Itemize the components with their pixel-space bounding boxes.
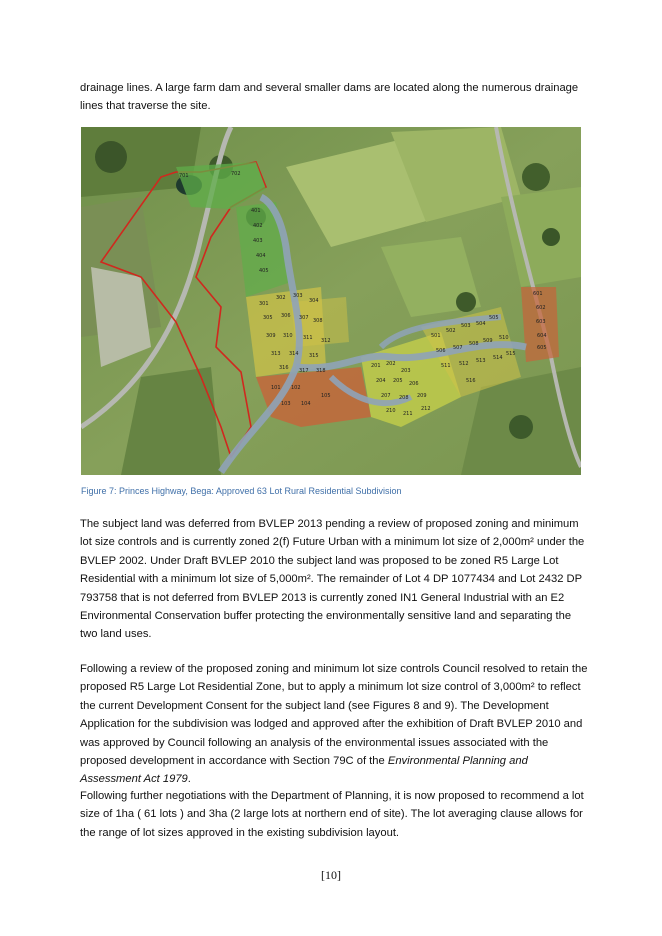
lot-label: 502 (446, 328, 456, 334)
lot-label: 208 (399, 395, 409, 401)
lot-label: 509 (483, 338, 493, 344)
lot-label: 103 (281, 401, 291, 407)
lot-label: 602 (536, 305, 546, 311)
lot-label: 511 (441, 363, 451, 369)
lot-label: 314 (289, 351, 299, 357)
lot-label: 316 (279, 365, 289, 371)
paragraph-review (80, 660, 588, 789)
lot-label: 512 (459, 361, 469, 367)
lot-label: 702 (231, 171, 241, 177)
lot-label: 503 (461, 323, 471, 329)
lot-label: 305 (263, 315, 273, 321)
lot-label: 206 (409, 381, 419, 387)
lot-label: 202 (386, 361, 396, 367)
lot-label: 102 (291, 385, 301, 391)
lot-label: 209 (417, 393, 427, 399)
lot-label: 203 (401, 368, 411, 374)
lot-label: 304 (309, 298, 319, 304)
lot-label: 508 (469, 341, 479, 347)
paragraph-negotiations: Following further negotiations with the Department of Planning, it is now proposed to recommend a lot size of 1ha ( 61 lots ) and 3ha (2 large lots at northern end of site). The lot averaging clause allows for the range of lot sizes approved in the existing subdivision layout. (80, 790, 584, 839)
paragraph-review-text: Following a review of the proposed zoning and minimum lot size controls Council resolved to retain the proposed R5 Large Lot Residential Zone, but to apply a minimum lot size control of 3,000m² to reflect the current Development Consent for the subject land (see Figures 8 and 9). The Development Application for the subdivision was lodged and approved after the exhibition of Draft BVLEP 2010 and was approved by Council following an analysis of the environmental issues associated with the proposed development in accordance with Section 79C of the (80, 663, 588, 768)
lot-label: 318 (316, 368, 326, 374)
paragraph-review-end: . (187, 773, 191, 786)
lot-label: 504 (476, 321, 486, 327)
lot-label: 201 (371, 363, 381, 369)
lot-label: 701 (179, 173, 189, 179)
lot-label: 404 (256, 253, 266, 259)
lot-label: 302 (276, 295, 286, 301)
lot-label: 505 (489, 315, 499, 321)
lot-label: 315 (309, 353, 319, 359)
act-title: Environmental Planning and Assessment Act 1979 (80, 755, 528, 786)
lot-label: 506 (436, 348, 446, 354)
lot-label: 306 (281, 313, 291, 319)
lot-label: 307 (299, 315, 309, 321)
lot-label: 303 (293, 293, 303, 299)
lot-label: 104 (301, 401, 311, 407)
lot-label: 301 (259, 301, 269, 307)
lot-label: 601 (533, 291, 543, 297)
lot-label: 212 (421, 406, 431, 412)
lot-label: 401 (251, 208, 261, 214)
lot-label: 515 (506, 351, 516, 357)
page-number: [10] (321, 868, 341, 882)
lot-label: 101 (271, 385, 281, 391)
lot-label: 313 (271, 351, 281, 357)
intro-paragraph: drainage lines. A large farm dam and several smaller dams are located along the numerous drainage lines that traverse the site. (80, 82, 579, 113)
lot-label: 105 (321, 393, 331, 399)
lot-label: 516 (466, 378, 476, 384)
lot-label: 405 (259, 268, 269, 274)
lot-label: 603 (536, 319, 546, 325)
lot-label: 501 (431, 333, 441, 339)
lot-label: 604 (537, 333, 547, 339)
subdivision-aerial-map (81, 127, 581, 475)
lot-label: 403 (253, 238, 263, 244)
lot-label: 402 (253, 223, 263, 229)
lot-label: 211 (403, 411, 413, 417)
lot-label: 513 (476, 358, 486, 364)
lot-label: 312 (321, 338, 331, 344)
lot-label: 308 (313, 318, 323, 324)
lot-label: 510 (499, 335, 509, 341)
lot-label: 210 (386, 408, 396, 414)
lot-label: 310 (283, 333, 293, 339)
paragraph-deferral: The subject land was deferred from BVLEP 2013 pending a review of proposed zoning and minimum lot size controls and is currently zoned 2(f) Future Urban with a minimum lot size of 2,000m² under the BVLEP 2002. Under Draft BVLEP 2010 the subject land was proposed to be zoned R5 Large Lot Residential with a minimum lot size of 5,000m². The remainder of Lot 4 DP 1077434 and Lot 2432 DP 793758 that is not deferred from BVLEP 2013 is currently zoned IN1 General Industrial with an E2 Environmental Conservation buffer protecting the environmentally sensitive land and separating the two land uses. (80, 518, 585, 641)
lot-label: 309 (266, 333, 276, 339)
lot-label: 207 (381, 393, 391, 399)
lot-label: 317 (299, 368, 309, 374)
lot-label: 605 (537, 345, 547, 351)
lot-label: 311 (303, 335, 313, 341)
figure-caption: Figure 7: Princes Highway, Bega: Approved 63 Lot Rural Residential Subdivision (81, 486, 402, 496)
lot-label: 514 (493, 355, 503, 361)
lot-label: 204 (376, 378, 386, 384)
lot-label: 507 (453, 345, 463, 351)
lot-label: 205 (393, 378, 403, 384)
